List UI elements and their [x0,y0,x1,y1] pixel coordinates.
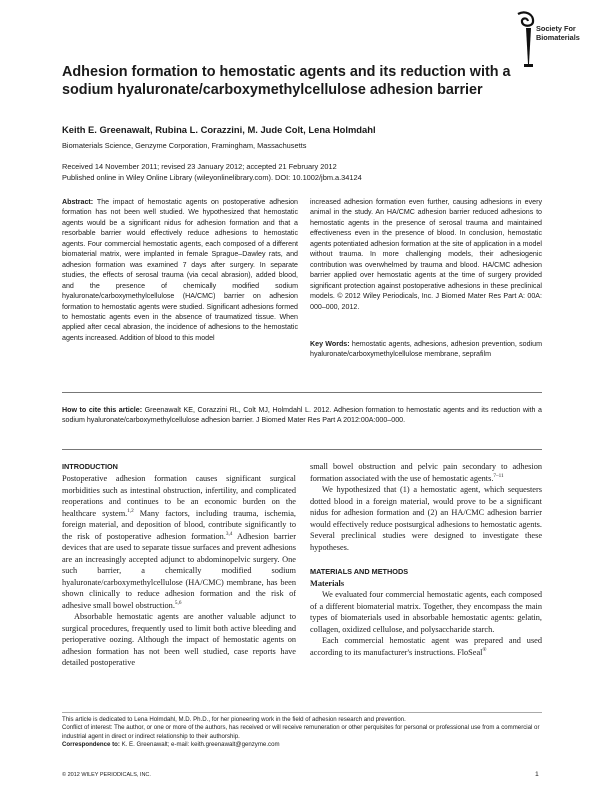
published-online: Published online in Wiley Online Library (wileyonlinelibrary.com). DOI: 10.1002/jbm.a.34124 [62,172,362,182]
logo-line-1: Society For [536,24,576,33]
methods-paragraph-1: We evaluated four commercial hemostatic agents, each composed of a different biomaterial matrix. Together, they encompass the main types of biomaterials used in absorbable hemostatic agents: gelatin, collagen, oxidized cellulose, and polysaccharide starch. [310,590,542,634]
publication-dates [62,162,362,183]
methods-paragraph-2: Each commercial hemostatic agent was prepared and used according to its manufacturer's instructions. FloSeal® [310,636,542,657]
affiliation: Biomaterials Science, Genzyme Corporation, Framingham, Massachusetts [62,141,307,150]
intro-paragraph-2: Absorbable hemostatic agents are another valuable adjunct to surgical procedures, frequently used to limit both active bleeding and perioperative oozing. Although the impact of hemostatic agents on adhesion formation has not been well studied, case reports have detailed postoperative [62,612,296,667]
article-title: Adhesion formation to hemostatic agents and its reduction with a sodium hyaluronate/carboxymethylcellulose adhesion barrier [62,64,511,98]
abstract-right-column [310,197,542,312]
divider [62,392,542,393]
correspondence-note: Correspondence to: K. E. Greenawalt; e-mail: keith.greenawalt@genzyme.com [62,740,280,748]
keywords-label: Key Words: [310,340,350,348]
citation-label: How to cite this article: [62,406,143,414]
logo-line-2: Biomaterials [536,32,580,42]
dedication-note: This article is dedicated to Lena Holmdahl, M.D. Ph.D., for her pioneering work in the field of adhesion research and prevention. [62,716,406,723]
keywords-text: hemostatic agents, adhesions, adhesion prevention, sodium hyaluronate/carboxymethylcellulose membrane, seprafilm [310,340,542,359]
intro-paragraph-1: Postoperative adhesion formation causes significant surgical morbidities such as intestinal obstruction, infertility, and complicated reoperations and continues to be an economic burden on the healthcare system.$^{1,2}$ Many factors, including trauma, ischemia, foreign material, and deposition of blood, contribute significantly to the risk of postoperative adhesion formation.$^{3,4}$ Adhesion barrier devices that are used to separate tissue surfaces and prevent adhesions are an increasingly accepted adjunct to abdominopelvic surgery. One such barrier, a chemically modified sodium hyaluronate/carboxymethylcellulose (HA/CMC) membrane, has been shown clinically to reduce adhesion formation and the risk of adhesive small bowel obstruction.$^{5,6}$ [62,474,297,610]
abstract-text-right: increased adhesion formation even further, causing adhesions in every animal in the study. An HA/CMC adhesion barrier reduced adhesions to hemostatic agents in the presence of serosal trauma and maintained effectiveness even in the presence of blood. In conclusion, hemostatic agents potentiated adhesion formation at the site of application in a model without trauma. In more challenging models, their adhesiogenic contribution was overwhelmed by trauma and blood. HA/CMC adhesion barrier applied over hemostatic agents at the time of surgery provided significant protection against postoperative adhesions in these preclinical models. [310,198,542,301]
methods-heading: MATERIALS AND METHODS [310,566,409,576]
divider [62,449,542,450]
intro-paragraph-3: We hypothesized that (1) a hemostatic agent, which sequesters dotted blood in a foreign material, would prove to be a significant nidus for adhesion formation and (2) an HA/CMC adhesion barrier would effectively reduce postsurgical adhesions to hemostatic agents. Several preclinical studies were designed to investigate these hypotheses. [310,485,542,552]
introduction-heading: INTRODUCTION [62,462,118,471]
society-logo-text [536,25,580,42]
footnote-divider [62,712,542,713]
citation-text: Greenawalt KE, Corazzini RL, Colt MJ, Holmdahl L. 2012. Adhesion formation to hemostatic agents and its reduction with a sodium hyaluronate/carboxymethylcellulose adhesion barrier. J Biomed Mater Res Part A 2012:00A:000–000. [62,406,542,425]
page-number: 1 [535,771,539,778]
footnotes [62,716,542,749]
received-dates: Received 14 November 2011; revised 23 January 2012; accepted 21 February 2012 [62,162,337,171]
abstract-copyright: © 2012 Wiley Periodicals, Inc. J Biomed Mater Res Part A: 00A: 000–000, 2012. [310,292,542,311]
body-right-column [310,461,542,658]
page-copyright: © 2012 WILEY PERIODICALS, INC. [62,772,151,778]
intro-paragraph-2-continued: small bowel obstruction and pelvic pain secondary to adhesion formation associated with the use of hemostatic agents.$^{7-11}$ [310,462,542,483]
author-list: Keith E. Greenawalt, Rubina L. Corazzini, M. Jude Colt, Lena Holmdahl [62,124,376,135]
conflict-of-interest-note: Conflict of interest: The author, or one or more of the authors, has received or will receive remuneration or other perquisites for personal or professional use from a commercial or industrial agent in direct or indirect relationship to their authorship. [62,724,540,740]
abstract-left-column [62,197,298,343]
citation-block [62,405,542,426]
body-left-column [62,461,296,669]
materials-subheading: Materials [310,578,345,588]
abstract-text-left: The impact of hemostatic agents on postoperative adhesion formation has not been well studied. We hypothesized that hemostatic agents would be a significant nidus for adhesion formation and that a resorbable barrier would effectively reduce adhesions to hemostatic agents. Four commercial hemostatic agents, each composed of a different biomaterial matrix, were implanted in female Sprague–Dawley rats, and adhesion formation was examined 7 days after surgery. In separate studies, the effects of serosal trauma (via cecal abrasion), added blood, and the presence of chemically modified sodium hyaluronate/carboxymethylcellulose (HA/CMC) barrier on adhesion formation to hemostatic agents were studied. Significant adhesions formed to hemostatic agents even in the absence of traumatized tissue. When applied after cecal abrasion, the incidence of adhesions to the hemostatic agents increased. Addition of blood to this model [62,198,298,342]
abstract-label: Abstract: [62,198,94,206]
keywords [310,339,542,360]
